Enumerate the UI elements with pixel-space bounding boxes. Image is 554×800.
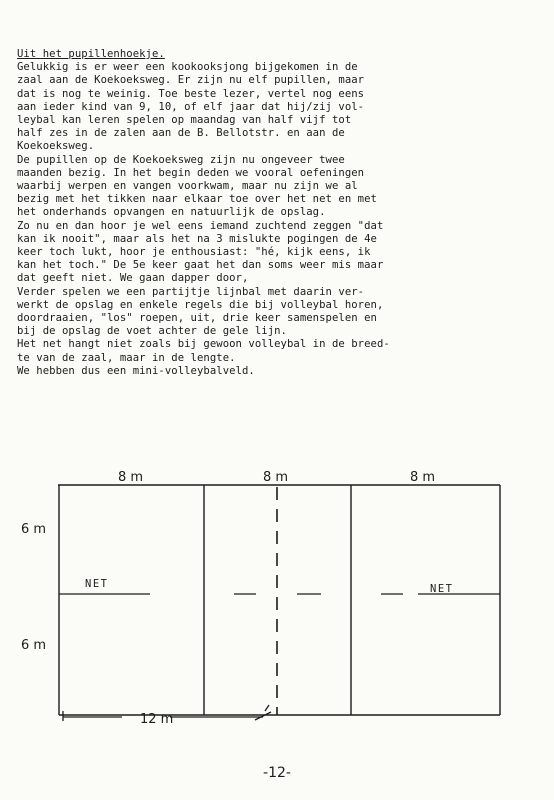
page-number: -12-	[263, 765, 291, 781]
article-line: zaal aan de Koekoeksweg. Er zijn nu elf pupillen, maar	[17, 74, 365, 87]
net-label-left: NET	[85, 578, 109, 590]
article-line: maanden bezig. In het begin deden we vooral oefeningen	[17, 166, 365, 179]
width-label-right: 8 m	[410, 470, 436, 485]
article-line: kan het toch." De 5e keer gaat het dan soms weer mis maar	[17, 259, 384, 272]
article-line: Verder spelen we een partijtje lijnbal met daarin ver-	[17, 285, 365, 298]
article-line: doordraaien, "los" roepen, uit, drie keer samenspelen en	[17, 312, 377, 325]
article-line: Koekoeksweg.	[17, 140, 95, 153]
article-title: Uit het pupillenhoekje.	[17, 48, 165, 60]
article-line: aan ieder kind van 9, 10, of elf jaar dat hij/zij vol-	[17, 100, 365, 113]
article-line: De pupillen op de Koekoeksweg zijn nu ongeveer twee	[17, 153, 345, 166]
article-line: dat is nog te weinig. Toe beste lezer, vertel nog eens	[17, 87, 365, 100]
article-line: half zes in de zalen aan de B. Bellotstr. en aan de	[17, 127, 345, 140]
article-line: kan ik nooit", maar als het na 3 mislukte pogingen de 4e	[17, 232, 377, 245]
net-label-right: NET	[430, 583, 454, 595]
article-line: bezig met het tikken naar elkaar toe over het net en met	[17, 193, 377, 206]
article-line: We hebben dus een mini-volleybalveld.	[17, 364, 255, 377]
article-line: Gelukkig is er weer een kookooksjong bijgekomen in de	[17, 61, 358, 74]
article-line: werkt de opslag en enkele regels die bij volleybal horen,	[17, 298, 384, 311]
bottom-dimension-label: 12 m	[140, 712, 174, 727]
width-label-left: 8 m	[118, 470, 144, 485]
width-label-middle: 8 m	[263, 470, 289, 485]
height-label-top: 6 m	[21, 522, 47, 537]
article-line: te van de zaal, maar in de lengte.	[17, 351, 236, 364]
article	[17, 48, 542, 378]
article-line: keer toch lukt, hoor je enthousiast: "hé, kijk eens, ik	[17, 246, 371, 259]
article-line: leybal kan leren spelen op maandag van half vijf tot	[17, 114, 352, 127]
article-line: bij de opslag de voet achter de gele lijn.	[17, 325, 287, 338]
court-outline	[58, 485, 500, 715]
article-line: Zo nu en dan hoor je wel eens iemand zuchtend zeggen "dat	[17, 219, 384, 232]
height-label-bottom: 6 m	[21, 638, 47, 653]
article-line: dat geeft niet. We gaan dapper door,	[17, 272, 249, 285]
court-diagram	[0, 460, 554, 740]
article-line: waarbij werpen en vangen voorkwam, maar nu zijn we al	[17, 180, 358, 193]
article-line: het onderhands opvangen en natuurlijk de opslag.	[17, 206, 326, 219]
article-line: Het net hangt niet zoals bij gewoon volleybal in de breed-	[17, 338, 390, 351]
